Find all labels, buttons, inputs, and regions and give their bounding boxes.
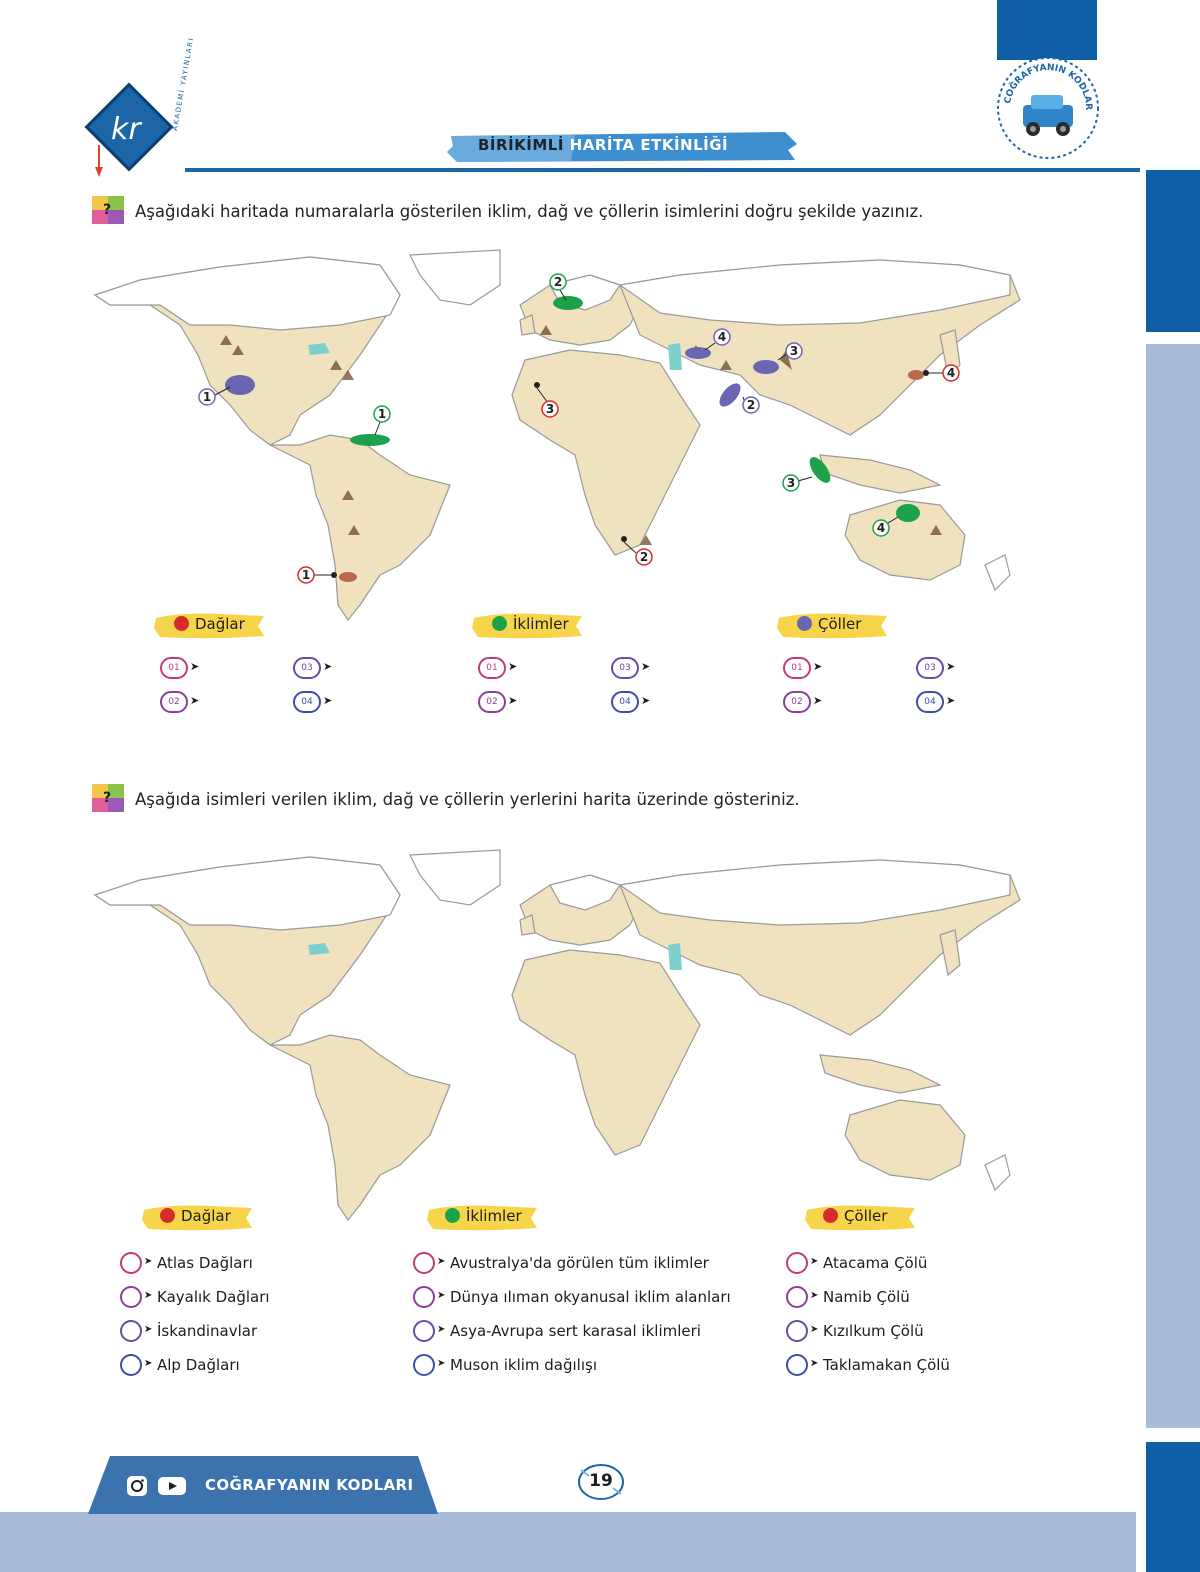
arrow-icon: ➤: [144, 1256, 153, 1267]
category-label-text: İklimler: [513, 615, 569, 633]
list-item: Avustralya'da görülen tüm iklimler: [450, 1254, 709, 1272]
svg-text:4: 4: [717, 330, 727, 344]
world-map-blank[interactable]: [80, 845, 1040, 1225]
answer-number-badge: 03: [293, 657, 321, 679]
answer-field[interactable]: [522, 691, 602, 713]
arrow-icon: ➤: [437, 1256, 446, 1267]
world-map-numbered: [80, 245, 1040, 625]
answer-field[interactable]: [204, 691, 284, 713]
list-item: Muson iklim dağılışı: [450, 1356, 598, 1374]
category-dot-icon: [492, 616, 507, 631]
svg-text:1: 1: [202, 390, 212, 404]
svg-text:3: 3: [786, 476, 796, 490]
answer-number-badge: 04: [916, 691, 944, 713]
arrow-icon: ➤: [946, 660, 956, 673]
map-marker-desert-2: [743, 397, 759, 413]
arrow-icon: ➤: [437, 1358, 446, 1369]
section1-instruction: Aşağıdaki haritada numaralarla gösterilen iklim, dağ ve çöllerin isimlerini doğru şekilde yazınız.: [135, 202, 924, 221]
arrow-icon: ➤: [144, 1324, 153, 1335]
footer-band: [0, 1512, 1136, 1572]
checkbox-ring[interactable]: [120, 1354, 142, 1376]
list-item: Asya-Avrupa sert karasal iklimleri: [450, 1322, 701, 1340]
arrow-icon: ➤: [813, 660, 823, 673]
svg-text:?: ?: [103, 790, 112, 806]
list-item: Kızılkum Çölü: [823, 1322, 924, 1340]
badge-text: COĞRAFYANIN KODLAR: [1003, 62, 1094, 111]
svg-text:2: 2: [746, 398, 756, 412]
logo-initials: kr: [111, 112, 141, 147]
publisher-logo: [85, 36, 196, 195]
page-number: 19: [589, 1471, 613, 1491]
svg-text:2: 2: [553, 275, 563, 289]
category-label-0: [160, 1207, 231, 1225]
category-label-2: [823, 1207, 887, 1225]
checkbox-ring[interactable]: [413, 1320, 435, 1342]
answer-field[interactable]: [655, 691, 735, 713]
side-bar-top: [1146, 170, 1200, 332]
arrow-icon: ➤: [641, 694, 651, 707]
arrow-icon: ➤: [437, 1290, 446, 1301]
svg-text:2: 2: [639, 550, 649, 564]
list-item: Namib Çölü: [823, 1288, 910, 1306]
answer-field[interactable]: [522, 657, 602, 679]
checkbox-ring[interactable]: [786, 1320, 808, 1342]
category-label-1: [445, 1207, 522, 1225]
answer-number-badge: 04: [293, 691, 321, 713]
checkbox-ring[interactable]: [120, 1252, 142, 1274]
arrow-icon: ➤: [323, 660, 333, 673]
svg-text:?: ?: [103, 202, 112, 218]
answer-number-badge: 03: [916, 657, 944, 679]
puzzle-icon: [88, 780, 130, 818]
arrow-icon: ➤: [641, 660, 651, 673]
answer-field[interactable]: [827, 657, 907, 679]
answer-number-badge: 02: [783, 691, 811, 713]
svg-text:4: 4: [876, 521, 886, 535]
header-divider: [185, 168, 1140, 172]
map-marker-climate-3: [783, 475, 812, 491]
page-title-part1: BİRİKİMLİ: [478, 136, 564, 154]
category-label-2: [797, 615, 861, 633]
list-item: İskandinavlar: [157, 1322, 258, 1340]
arrow-icon: ➤: [437, 1324, 446, 1335]
svg-text:1: 1: [377, 407, 387, 421]
page-title-part2: HARİTA ETKİNLİĞİ: [569, 136, 729, 154]
category-dot-icon: [174, 616, 189, 631]
list-item: Atlas Dağları: [157, 1254, 253, 1272]
checkbox-ring[interactable]: [120, 1286, 142, 1308]
list-item: Alp Dağları: [157, 1356, 240, 1374]
instagram-icon[interactable]: [125, 1474, 149, 1498]
arrow-icon: ➤: [810, 1324, 819, 1335]
footer-brand: COĞRAFYANIN KODLARI: [205, 1476, 414, 1494]
list-item: Kayalık Dağları: [157, 1288, 270, 1306]
arrow-icon: ➤: [810, 1358, 819, 1369]
answer-number-badge: 03: [611, 657, 639, 679]
side-bar-bottom: [1146, 1442, 1200, 1572]
answer-field[interactable]: [204, 657, 284, 679]
map-marker-mountain-1: [298, 567, 337, 583]
answer-field[interactable]: [337, 691, 417, 713]
section2-instruction: Aşağıda isimleri verilen iklim, dağ ve çöllerin yerlerini harita üzerinde gösteriniz.: [135, 790, 800, 809]
checkbox-ring[interactable]: [120, 1320, 142, 1342]
svg-text:3: 3: [789, 344, 799, 358]
checkbox-ring[interactable]: [786, 1286, 808, 1308]
corner-decoration: [997, 0, 1097, 60]
list-item: Dünya ılıman okyanusal iklim alanları: [450, 1288, 731, 1306]
answer-field[interactable]: [827, 691, 907, 713]
arrow-icon: ➤: [190, 660, 200, 673]
arrow-icon: ➤: [190, 694, 200, 707]
checkbox-ring[interactable]: [413, 1252, 435, 1274]
arrow-icon: ➤: [508, 660, 518, 673]
category-label-text: İklimler: [466, 1207, 522, 1225]
answer-field[interactable]: [337, 657, 417, 679]
checkbox-ring[interactable]: [413, 1354, 435, 1376]
category-label-1: [492, 615, 569, 633]
arrow-icon: ➤: [810, 1290, 819, 1301]
arrow-icon: ➤: [144, 1358, 153, 1369]
answer-number-badge: 01: [783, 657, 811, 679]
checkbox-ring[interactable]: [786, 1354, 808, 1376]
arrow-icon: ➤: [323, 694, 333, 707]
map-marker-climate-1: [374, 406, 390, 435]
logo-publisher-name: AKADEMİ YAYINLARI: [171, 36, 196, 132]
arrow-icon: ➤: [813, 694, 823, 707]
answer-number-badge: 02: [160, 691, 188, 713]
youtube-icon[interactable]: [157, 1474, 187, 1498]
answer-number-badge: 02: [478, 691, 506, 713]
answer-number-badge: 01: [160, 657, 188, 679]
checkbox-ring[interactable]: [786, 1252, 808, 1274]
brand-badge: [995, 55, 1101, 161]
arrow-icon: ➤: [946, 694, 956, 707]
side-bar-middle: [1146, 344, 1200, 1428]
category-label-0: [174, 615, 245, 633]
category-dot-icon: [823, 1208, 838, 1223]
arrow-icon: ➤: [144, 1290, 153, 1301]
svg-text:4: 4: [946, 366, 956, 380]
list-item: Atacama Çölü: [823, 1254, 928, 1272]
category-label-text: Çöller: [818, 615, 862, 633]
svg-text:3: 3: [545, 402, 555, 416]
answer-field[interactable]: [960, 657, 1040, 679]
category-dot-icon: [160, 1208, 175, 1223]
answer-field[interactable]: [655, 657, 735, 679]
puzzle-icon: [88, 192, 130, 230]
answer-number-badge: 04: [611, 691, 639, 713]
category-dot-icon: [445, 1208, 460, 1223]
category-label-text: Çöller: [844, 1207, 888, 1225]
checkbox-ring[interactable]: [413, 1286, 435, 1308]
category-label-text: Dağlar: [181, 1207, 231, 1225]
arrow-icon: ➤: [810, 1256, 819, 1267]
category-label-text: Dağlar: [195, 615, 245, 633]
answer-field[interactable]: [960, 691, 1040, 713]
svg-text:1: 1: [301, 568, 311, 582]
category-dot-icon: [797, 616, 812, 631]
list-item: Taklamakan Çölü: [823, 1356, 950, 1374]
arrow-icon: ➤: [508, 694, 518, 707]
page-title: [478, 136, 728, 154]
answer-number-badge: 01: [478, 657, 506, 679]
